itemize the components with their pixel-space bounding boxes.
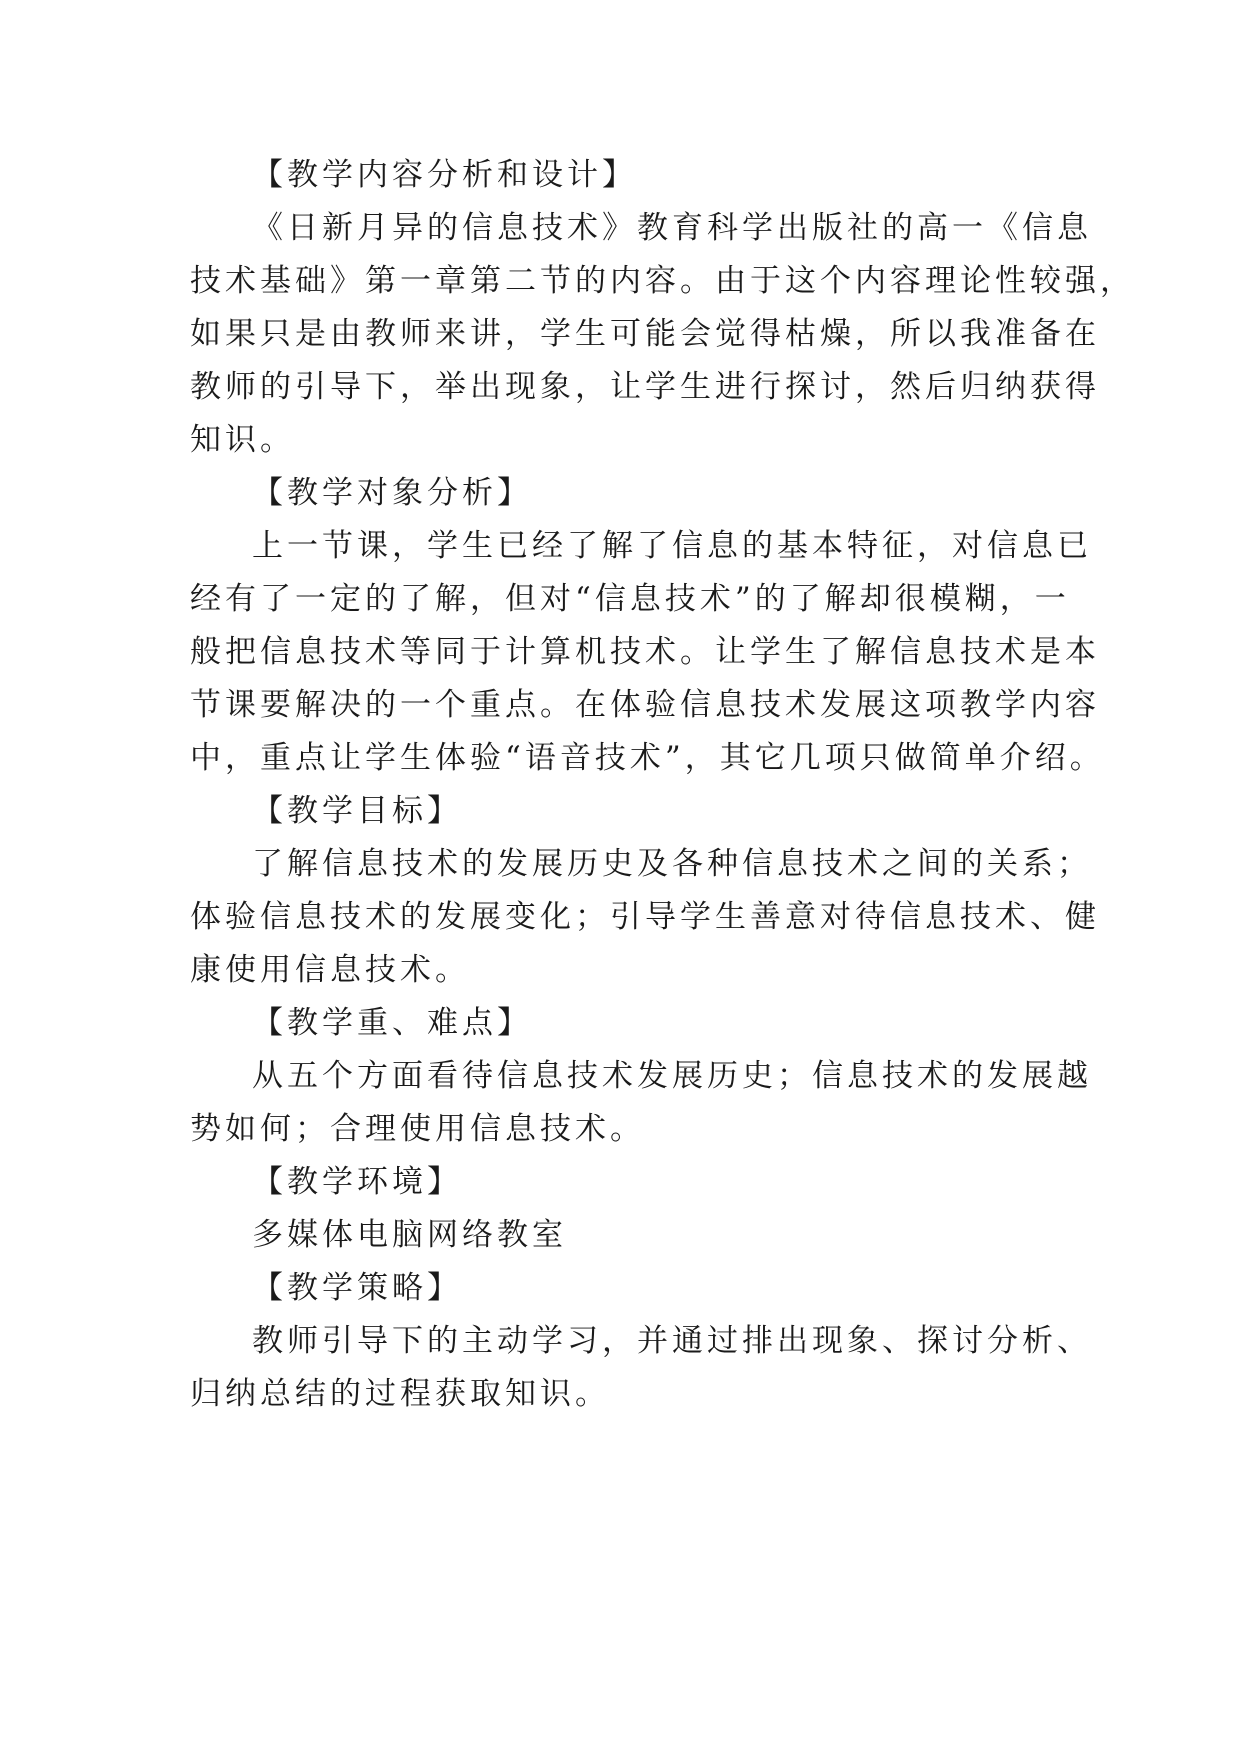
paragraph-line: 知识。 [190,422,295,458]
paragraph-line: 如果只是由教师来讲，学生可能会觉得枯燥，所以我准备在 [190,316,1100,352]
paragraph-line: 《日新月异的信息技术》教育科学出版社的高一《信息 [252,210,1092,246]
section-heading-environment: 【教学环境】 [252,1164,462,1200]
paragraph-line: 势如何；合理使用信息技术。 [190,1111,645,1147]
section-heading-objectives: 【教学目标】 [252,793,462,829]
paragraph-line: 经有了一定的了解，但对“信息技术”的了解却很模糊，一 [190,581,1070,617]
paragraph-line: 了解信息技术的发展历史及各种信息技术之间的关系； [252,846,1092,882]
paragraph-line: 技术基础》第一章第二节的内容。由于这个内容理论性较强， [190,263,1135,299]
section-heading-strategy: 【教学策略】 [252,1270,462,1306]
paragraph-line: 康使用信息技术。 [190,952,470,988]
paragraph-line: 从五个方面看待信息技术发展历史；信息技术的发展越 [252,1058,1092,1094]
section-heading-content-analysis: 【教学内容分析和设计】 [252,157,637,193]
section-heading-key-points: 【教学重、难点】 [252,1005,532,1041]
paragraph-line: 教师引导下的主动学习，并通过排出现象、探讨分析、 [252,1323,1092,1359]
paragraph-line: 般把信息技术等同于计算机技术。让学生了解信息技术是本 [190,634,1100,670]
paragraph-line: 中，重点让学生体验“语音技术”，其它几项只做简单介绍。 [190,740,1105,776]
paragraph-line: 多媒体电脑网络教室 [252,1217,567,1253]
paragraph-line: 教师的引导下，举出现象，让学生进行探讨，然后归纳获得 [190,369,1100,405]
paragraph-line: 节课要解决的一个重点。在体验信息技术发展这项教学内容 [190,687,1100,723]
paragraph-line: 归纳总结的过程获取知识。 [190,1376,610,1412]
paragraph-line: 体验信息技术的发展变化；引导学生善意对待信息技术、健 [190,899,1100,935]
section-heading-audience-analysis: 【教学对象分析】 [252,475,532,511]
paragraph-line: 上一节课，学生已经了解了信息的基本特征，对信息已 [252,528,1092,564]
